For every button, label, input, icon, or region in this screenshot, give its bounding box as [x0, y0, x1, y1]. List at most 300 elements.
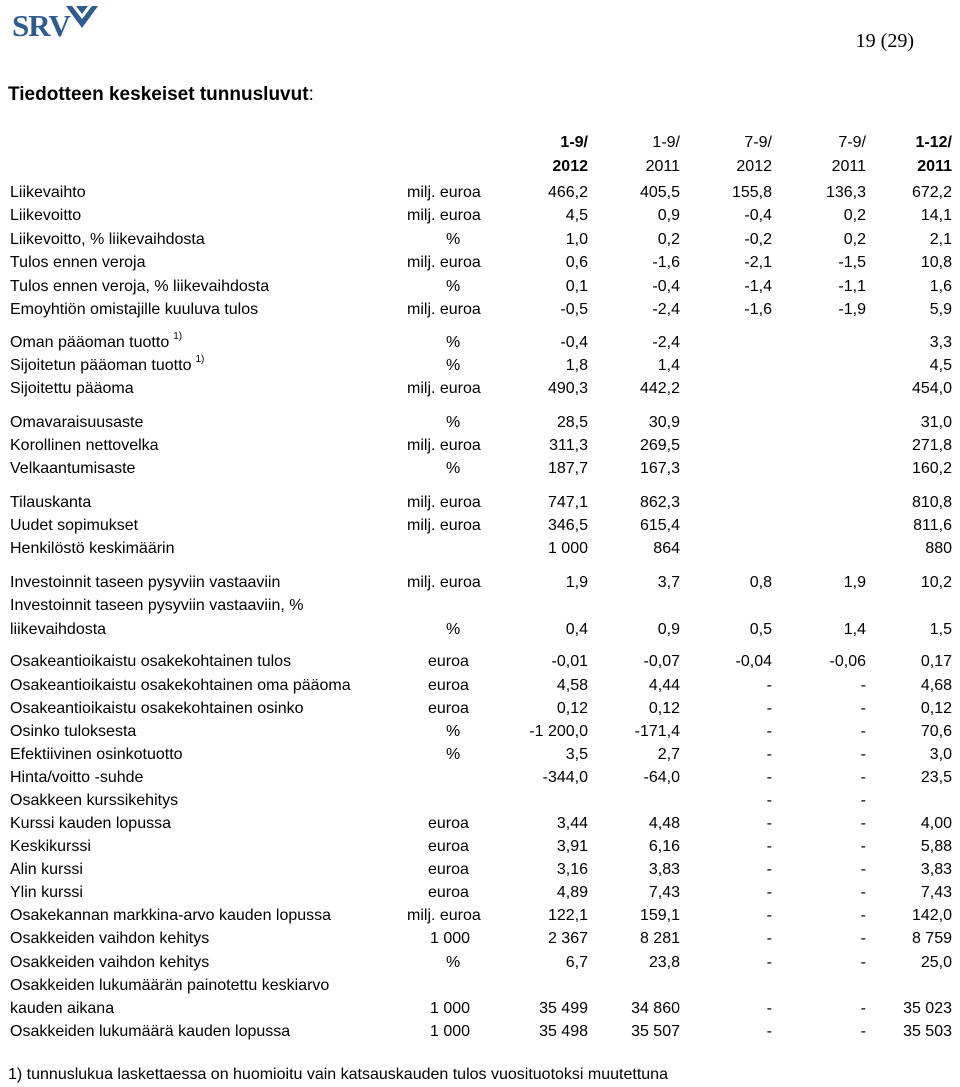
row-label	[10, 789, 178, 812]
row-label-text: Liikevoitto, % liikevaihdosta	[10, 231, 205, 248]
table-row	[10, 181, 960, 204]
row-label	[10, 411, 143, 434]
row-unit: euroa	[428, 653, 469, 670]
row-label	[10, 434, 159, 457]
row-label-text: Osakkeiden lukumäärä kauden lopussa	[10, 1023, 291, 1040]
table-row	[10, 514, 960, 537]
row-value: -	[766, 1023, 772, 1040]
row-unit: euroa	[428, 861, 469, 878]
row-label	[10, 697, 304, 720]
row-value: -	[766, 723, 772, 740]
row-label	[10, 457, 135, 480]
row-value: 4,00	[920, 815, 952, 832]
row-value: -	[766, 884, 772, 901]
table-row	[10, 904, 960, 927]
row-label-text: Osakeantioikaistu osakekohtainen tulos	[10, 653, 292, 670]
column-header-bottom: 2012	[552, 158, 588, 175]
row-unit: 1 000	[430, 1000, 471, 1017]
row-value: 4,58	[556, 677, 588, 694]
row-value: 28,5	[556, 414, 588, 431]
row-unit: %	[446, 954, 461, 971]
row-unit: %	[446, 746, 461, 763]
table-row	[10, 766, 960, 789]
row-label	[10, 491, 91, 514]
row-value: -	[860, 700, 866, 717]
row-value: 155,8	[731, 184, 772, 201]
table-row	[10, 697, 960, 720]
row-label-text: Investoinnit taseen pysyviin vastaaviin, %	[10, 597, 304, 614]
row-unit: %	[446, 414, 461, 431]
row-value: -	[766, 1000, 772, 1017]
table-row	[10, 835, 960, 858]
document-title-text: Tiedotteen keskeiset tunnusluvut	[8, 84, 309, 105]
table-row	[10, 812, 960, 835]
row-value: 311,3	[549, 437, 588, 454]
row-value: 3,0	[929, 746, 952, 763]
row-unit: %	[446, 357, 461, 374]
row-value: -	[766, 677, 772, 694]
row-label-text: Liikevoitto	[10, 207, 82, 224]
row-value: 0,5	[749, 621, 772, 638]
table-row	[10, 789, 960, 812]
row-unit: euroa	[428, 884, 469, 901]
row-unit: 1 000	[430, 1023, 471, 1040]
logo-chevron-icon	[66, 6, 98, 28]
row-value: 2,7	[657, 746, 680, 763]
row-value: -	[860, 1000, 866, 1017]
row-value: 810,8	[911, 494, 952, 511]
row-value: 442,2	[639, 380, 680, 397]
row-value: -1,6	[652, 254, 680, 271]
row-label	[10, 331, 182, 354]
row-value: 6,16	[648, 838, 680, 855]
table-row	[10, 974, 960, 997]
row-value: -	[860, 723, 866, 740]
row-value: 70,6	[920, 723, 952, 740]
row-value: -1,4	[744, 278, 772, 295]
row-unit: euroa	[428, 700, 469, 717]
row-value: -	[766, 700, 772, 717]
row-label	[10, 354, 204, 377]
table-row	[10, 491, 960, 514]
row-label	[10, 228, 205, 251]
row-value: -	[860, 838, 866, 855]
table-row	[10, 881, 960, 904]
column-header-bottom: 2011	[645, 158, 680, 175]
row-value: 25,0	[920, 954, 952, 971]
row-value: 0,4	[565, 621, 588, 638]
row-label	[10, 674, 351, 697]
row-label-text: Kurssi kauden lopussa	[10, 815, 171, 832]
row-value: 2,1	[929, 231, 952, 248]
row-unit: %	[446, 278, 461, 295]
row-label	[10, 835, 91, 858]
row-value: 142,0	[911, 907, 952, 924]
row-value: -	[766, 769, 772, 786]
row-value: -0,07	[643, 653, 680, 670]
row-label-text: Liikevaihto	[10, 184, 86, 201]
row-label-text: Osinko tuloksesta	[10, 723, 137, 740]
row-value: 615,4	[639, 517, 680, 534]
row-value: 1,5	[929, 621, 952, 638]
row-label-text: kauden aikana	[10, 1000, 115, 1017]
row-value: 122,1	[547, 907, 588, 924]
row-value: 1,0	[565, 231, 588, 248]
row-value: -	[766, 838, 772, 855]
row-value: 1 000	[547, 540, 588, 557]
document-title	[8, 84, 314, 106]
table-row	[10, 997, 960, 1020]
table-row	[10, 951, 960, 974]
row-value: 34 860	[631, 1000, 680, 1017]
row-value: 4,48	[648, 815, 680, 832]
row-value: 3,16	[556, 861, 588, 878]
row-label	[10, 594, 303, 617]
row-value: 862,3	[639, 494, 680, 511]
row-value: 3,7	[657, 574, 680, 591]
row-value: -	[860, 1023, 866, 1040]
table-row	[10, 743, 960, 766]
row-label	[10, 881, 83, 904]
row-label-text: Efektiivinen osinkotuotto	[10, 746, 183, 763]
row-value: 0,12	[648, 700, 680, 717]
row-value: -	[766, 930, 772, 947]
row-label	[10, 181, 86, 204]
row-value: 3,5	[565, 746, 588, 763]
row-value: 35 498	[539, 1023, 588, 1040]
row-label-text: Osakkeiden lukumäärän painotettu keskiarvo	[10, 977, 330, 994]
row-label-text: Osakkeiden vaihdon kehitys	[10, 930, 210, 947]
row-value: 0,17	[920, 653, 952, 670]
row-value: -	[860, 746, 866, 763]
row-value: 346,5	[547, 517, 588, 534]
row-value: 1,9	[843, 574, 866, 591]
page-number: 19 (29)	[855, 30, 914, 52]
row-label	[10, 927, 209, 950]
row-unit: %	[446, 723, 461, 740]
row-value: -0,01	[551, 653, 588, 670]
row-value: 3,91	[556, 838, 588, 855]
row-value: -2,4	[652, 301, 680, 318]
row-label-text: Ylin kurssi	[10, 884, 83, 901]
row-label-text: Tilauskanta	[10, 494, 92, 511]
row-label-text: Osakkeen kurssikehitys	[10, 792, 179, 809]
row-value: 31,0	[920, 414, 952, 431]
row-value: 466,2	[547, 184, 588, 201]
row-value: 5,9	[929, 301, 952, 318]
row-label	[10, 204, 81, 227]
column-header-top: 7-9/	[838, 134, 866, 151]
row-value: -2,1	[744, 254, 772, 271]
row-value: -2,4	[652, 334, 680, 351]
row-label-text: Velkaantumisaste	[10, 460, 136, 477]
row-label	[10, 974, 329, 997]
table-row	[10, 594, 960, 617]
row-value: 7,43	[920, 884, 952, 901]
row-value: -	[860, 930, 866, 947]
row-value: -	[766, 746, 772, 763]
row-value: 187,7	[547, 460, 588, 477]
row-value: -	[766, 792, 772, 809]
row-label	[10, 720, 136, 743]
row-value: -	[860, 769, 866, 786]
row-value: 1,4	[843, 621, 866, 638]
footnote: 1) tunnuslukua laskettaessa on huomioitu vain katsauskauden tulos vuosituotoksi muutettuna	[8, 1066, 668, 1083]
table-row	[10, 434, 960, 457]
table-row	[10, 411, 960, 434]
row-label-text: Osakeantioikaistu osakekohtainen osinko	[10, 700, 304, 717]
row-value: -0,4	[652, 278, 680, 295]
row-value: -1,6	[744, 301, 772, 318]
row-value: -64,0	[643, 769, 680, 786]
row-value: 0,2	[843, 231, 866, 248]
row-value: 10,2	[920, 574, 952, 591]
row-value: 4,89	[556, 884, 588, 901]
row-value: 0,12	[556, 700, 588, 717]
row-value: 0,9	[657, 207, 680, 224]
row-value: 405,5	[639, 184, 680, 201]
row-value: 8 281	[639, 930, 680, 947]
row-label	[10, 951, 209, 974]
row-value: 167,3	[639, 460, 680, 477]
row-value: -344,0	[542, 769, 588, 786]
row-value: 159,1	[639, 907, 680, 924]
row-label	[10, 537, 175, 560]
row-value: 0,2	[657, 231, 680, 248]
row-label	[10, 377, 134, 400]
column-header-top: 7-9/	[744, 134, 772, 151]
row-value: -	[766, 861, 772, 878]
row-label	[10, 650, 291, 673]
row-value: -	[766, 907, 772, 924]
row-label	[10, 766, 143, 789]
row-label-text: Omavaraisuusaste	[10, 414, 144, 431]
row-value: -	[860, 861, 866, 878]
row-label-text: Henkilöstö keskimäärin	[10, 540, 175, 557]
row-label-text: Alin kurssi	[10, 861, 83, 878]
table-row	[10, 618, 960, 641]
row-value: -	[860, 954, 866, 971]
row-unit: %	[446, 460, 461, 477]
column-header-bottom: 2011	[917, 158, 952, 175]
row-label-text: Sijoitettu pääoma	[10, 380, 134, 397]
table-row	[10, 228, 960, 251]
row-value: -0,5	[560, 301, 588, 318]
row-value: 0,1	[565, 278, 588, 295]
row-value: 160,2	[911, 460, 952, 477]
row-value: 4,68	[920, 677, 952, 694]
row-value: 811,6	[913, 517, 952, 534]
column-header-row-bottom	[10, 155, 960, 178]
row-label-text: Emoyhtiön omistajille kuuluva tulos	[10, 301, 259, 318]
row-label-text: Osakkeiden vaihdon kehitys	[10, 954, 210, 971]
row-value: 23,8	[648, 954, 680, 971]
row-value: 0,2	[843, 207, 866, 224]
table-row	[10, 571, 960, 594]
table-row	[10, 457, 960, 480]
row-value: 1,4	[657, 357, 680, 374]
row-value: -0,4	[560, 334, 588, 351]
table-row	[10, 275, 960, 298]
row-value: 4,5	[929, 357, 952, 374]
table-row	[10, 251, 960, 274]
row-value: -	[860, 907, 866, 924]
footnote-marker: 1)	[195, 354, 205, 365]
row-label-text: Tulos ennen veroja, % liikevaihdosta	[10, 278, 270, 295]
row-unit: milj. euroa	[407, 907, 481, 924]
row-value: -1,5	[838, 254, 866, 271]
row-value: 0,12	[920, 700, 952, 717]
row-value: 30,9	[648, 414, 680, 431]
row-unit: milj. euroa	[407, 437, 481, 454]
table-row	[10, 354, 960, 377]
row-label-text: Osakekannan markkina-arvo kauden lopussa	[10, 907, 332, 924]
row-value: 3,44	[556, 815, 588, 832]
row-value: -0,04	[735, 653, 772, 670]
row-value: 0,6	[565, 254, 588, 271]
row-unit: milj. euroa	[407, 207, 481, 224]
logo-text: SRV	[12, 8, 70, 43]
row-value: 35 503	[903, 1023, 952, 1040]
row-value: 1,8	[565, 357, 588, 374]
table-row	[10, 674, 960, 697]
table-row	[10, 720, 960, 743]
row-label	[10, 812, 171, 835]
row-label-text: Keskikurssi	[10, 838, 91, 855]
row-value: 3,83	[920, 861, 952, 878]
row-value: -	[860, 677, 866, 694]
row-value: 672,2	[911, 184, 952, 201]
document-title-colon: :	[308, 84, 314, 105]
row-unit: 1 000	[430, 930, 471, 947]
row-value: 1,6	[929, 278, 952, 295]
row-unit: euroa	[428, 677, 469, 694]
row-value: -	[860, 884, 866, 901]
row-unit: milj. euroa	[407, 574, 481, 591]
column-header-bottom: 2011	[831, 158, 866, 175]
row-value: 7,43	[648, 884, 680, 901]
srv-logo	[12, 6, 90, 42]
row-value: 35 507	[631, 1023, 680, 1040]
row-unit: %	[446, 621, 461, 638]
row-label	[10, 514, 138, 537]
row-label	[10, 618, 106, 641]
footnote-marker: 1)	[173, 331, 183, 342]
row-value: -0,2	[744, 231, 772, 248]
row-value: 8 759	[911, 930, 952, 947]
row-label-text: Sijoitetun pääoman tuotto	[10, 357, 192, 374]
row-value: 454,0	[911, 380, 952, 397]
table-row	[10, 650, 960, 673]
row-value: 880	[925, 540, 952, 557]
row-unit: %	[446, 231, 461, 248]
row-value: 0,9	[657, 621, 680, 638]
row-value: 35 499	[539, 1000, 588, 1017]
row-unit: milj. euroa	[407, 517, 481, 534]
table-row	[10, 331, 960, 354]
row-value: 14,1	[920, 207, 952, 224]
row-value: 747,1	[547, 494, 588, 511]
row-value: 3,83	[648, 861, 680, 878]
table-row	[10, 377, 960, 400]
row-value: -0,06	[829, 653, 866, 670]
row-label	[10, 1020, 290, 1043]
row-value: -0,4	[744, 207, 772, 224]
row-unit: milj. euroa	[407, 184, 481, 201]
row-label	[10, 997, 114, 1020]
row-label-text: Uudet sopimukset	[10, 517, 139, 534]
row-label	[10, 251, 146, 274]
row-label	[10, 904, 331, 927]
column-header-row-top	[10, 131, 960, 154]
row-value: 23,5	[920, 769, 952, 786]
row-label	[10, 858, 83, 881]
row-value: -1 200,0	[529, 723, 588, 740]
row-value: -	[766, 815, 772, 832]
row-label-text: Korollinen nettovelka	[10, 437, 159, 454]
column-header-top: 1-12/	[915, 134, 952, 151]
row-label	[10, 743, 183, 766]
row-value: -	[766, 954, 772, 971]
row-value: 4,5	[565, 207, 588, 224]
row-unit: %	[446, 334, 461, 351]
row-value: 3,3	[929, 334, 952, 351]
row-value: -	[860, 792, 866, 809]
row-value: 864	[653, 540, 680, 557]
column-header-bottom: 2012	[736, 158, 772, 175]
row-value: -1,9	[838, 301, 866, 318]
column-header-top: 1-9/	[652, 134, 680, 151]
row-value: -	[860, 815, 866, 832]
row-value: 136,3	[825, 184, 866, 201]
table-row	[10, 927, 960, 950]
row-unit: euroa	[428, 838, 469, 855]
row-unit: milj. euroa	[407, 494, 481, 511]
row-value: 2 367	[547, 930, 588, 947]
row-value: 1,9	[565, 574, 588, 591]
row-value: 0,8	[749, 574, 772, 591]
row-unit: milj. euroa	[407, 254, 481, 271]
table-row	[10, 298, 960, 321]
row-label-text: Investoinnit taseen pysyviin vastaaviin	[10, 574, 281, 591]
row-value: 490,3	[547, 380, 588, 397]
row-label	[10, 275, 269, 298]
row-label-text: Osakeantioikaistu osakekohtainen oma pääoma	[10, 677, 351, 694]
row-unit: euroa	[428, 815, 469, 832]
table-row	[10, 537, 960, 560]
row-value: 4,44	[648, 677, 680, 694]
table-row	[10, 1020, 960, 1043]
row-value: 5,88	[920, 838, 952, 855]
column-header-top: 1-9/	[560, 134, 588, 151]
row-value: -171,4	[634, 723, 680, 740]
row-unit: milj. euroa	[407, 380, 481, 397]
row-value: 10,8	[920, 254, 952, 271]
row-label	[10, 298, 258, 321]
row-value: 269,5	[639, 437, 680, 454]
row-label-text: Tulos ennen veroja	[10, 254, 146, 271]
table-row	[10, 858, 960, 881]
row-value: 35 023	[903, 1000, 952, 1017]
row-unit: milj. euroa	[407, 301, 481, 318]
row-value: 271,8	[911, 437, 952, 454]
row-label-text: Oman pääoman tuotto	[10, 334, 170, 351]
row-value: 6,7	[565, 954, 588, 971]
row-label-text: liikevaihdosta	[10, 621, 107, 638]
row-label	[10, 571, 280, 594]
table-row	[10, 204, 960, 227]
row-label-text: Hinta/voitto -suhde	[10, 769, 144, 786]
